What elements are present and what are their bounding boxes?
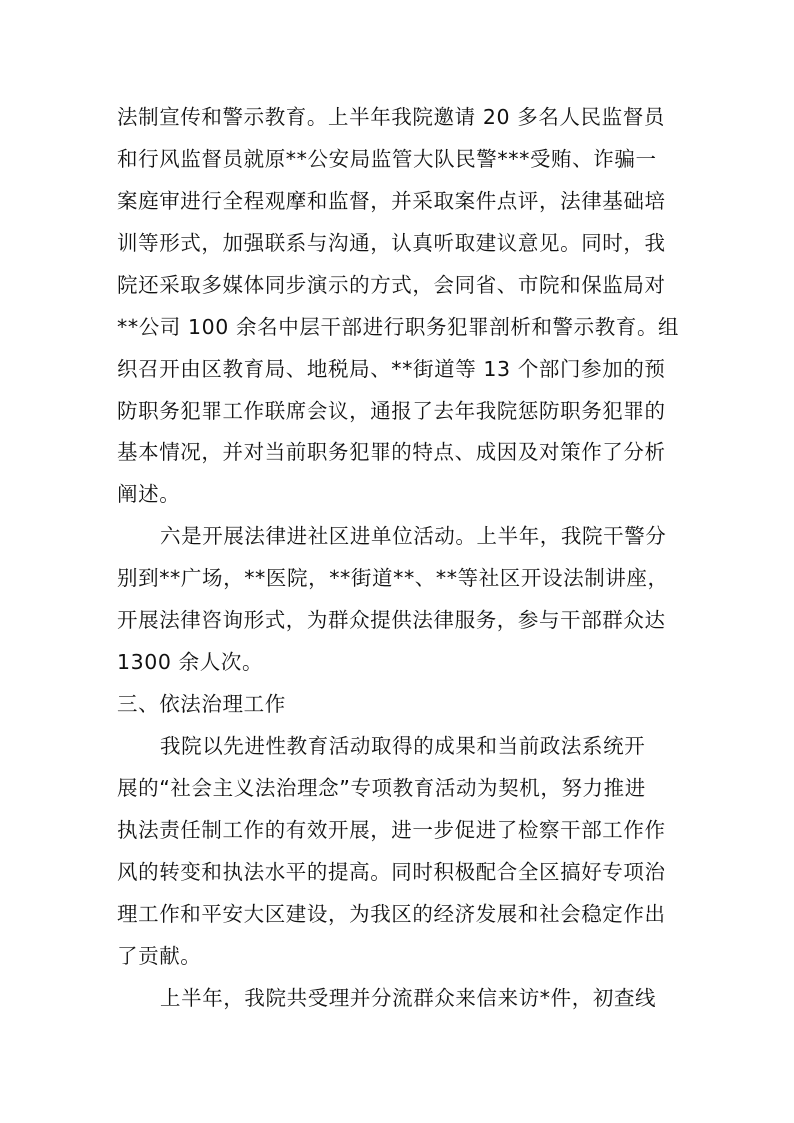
body-text-line: 训等形式，加强联系与沟通，认真听取建议意见。同时，我 bbox=[117, 231, 666, 255]
body-text-line: 1300 余人次。 bbox=[117, 650, 264, 674]
body-text-line: 基本情况，并对当前职务犯罪的特点、成因及对策作了分析 bbox=[117, 440, 666, 464]
body-text-line: 风的转变和执法水平的提高。同时积极配合全区搞好专项治 bbox=[117, 860, 666, 884]
paragraph-first-line: 上半年，我院共受理并分流群众来信来访*件，初查线 bbox=[160, 986, 657, 1010]
body-text-line: **公司 100 余名中层干部进行职务犯罪剖析和警示教育。组 bbox=[117, 315, 680, 339]
body-text-line: 阐述。 bbox=[117, 482, 181, 506]
body-text-line: 防职务犯罪工作联席会议，通报了去年我院惩防职务犯罪的 bbox=[117, 399, 666, 423]
section-heading: 三、依法治理工作 bbox=[117, 692, 286, 716]
body-text-line: 院还采取多媒体同步演示的方式，会同省、市院和保监局对 bbox=[117, 273, 666, 297]
paragraph-first-line: 我院以先进性教育活动取得的成果和当前政法系统开 bbox=[160, 734, 646, 758]
body-text-line: 理工作和平安大区建设，为我区的经济发展和社会稳定作出 bbox=[117, 902, 666, 926]
body-text-line: 案庭审进行全程观摩和监督，并采取案件点评，法律基础培 bbox=[117, 189, 666, 213]
body-text-line: 和行风监督员就原**公安局监管大队民警***受贿、诈骗一 bbox=[117, 147, 657, 171]
body-text-line: 法制宣传和警示教育。上半年我院邀请 20 多名人民监督员 bbox=[117, 105, 665, 129]
body-text-line: 织召开由区教育局、地税局、**街道等 13 个部门参加的预 bbox=[117, 357, 666, 381]
body-text-line: 展的“社会主义法治理念”专项教育活动为契机，努力推进 bbox=[117, 776, 646, 800]
body-text-line: 了贡献。 bbox=[117, 944, 202, 968]
body-text-line: 别到**广场，**医院，**街道**、**等社区开设法制讲座， bbox=[117, 566, 669, 590]
body-text-line: 开展法律咨询形式，为群众提供法律服务，参与干部群众达 bbox=[117, 608, 666, 632]
body-text-line: 执法责任制工作的有效开展，进一步促进了检察干部工作作 bbox=[117, 818, 666, 842]
paragraph-first-line: 六是开展法律进社区进单位活动。上半年，我院干警分 bbox=[160, 524, 667, 548]
